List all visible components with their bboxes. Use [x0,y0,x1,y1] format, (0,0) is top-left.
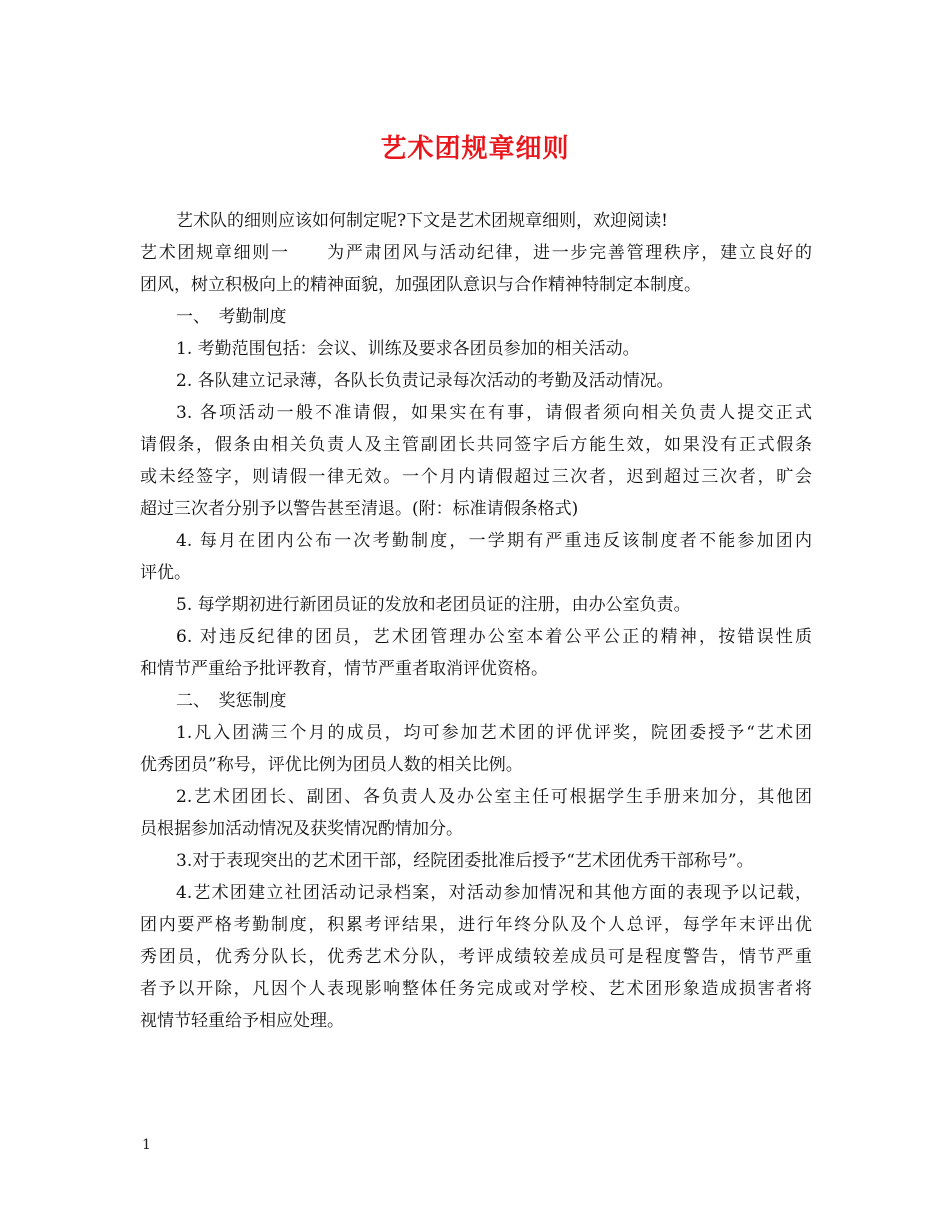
paragraph [140,525,812,589]
paragraph [140,589,812,621]
paragraph-line: 视情节轻重给予相应处理。 [140,1011,344,1031]
paragraph [140,397,812,525]
paragraph-line: 6. 对违反纪律的团员，艺术团管理办公室本着公平公正的精神，按错误性质 [176,627,812,647]
paragraph-line: 优秀团员”称号，评优比例为团员人数的相关比例。 [140,755,523,775]
paragraph [140,237,812,301]
paragraph-line: 3.对于表现突出的艺术团干部，经院团委批准后授予“艺术团优秀干部称号”。 [176,851,754,871]
paragraph-line: 评优。 [140,563,191,583]
paragraph-line: 艺术队的细则应该如何制定呢?下文是艺术团规章细则，欢迎阅读! [176,211,668,231]
paragraph [140,365,812,397]
paragraph [140,301,812,333]
paragraph-line: 团内要严格考勤制度，积累考评结果，进行年终分队及个人总评，每学年末评出优 [140,915,812,935]
paragraph-line: 和情节严重给予批评教育，情节严重者取消评优资格。 [140,659,548,679]
paragraph-line: 秀团员，优秀分队长，优秀艺术分队，考评成绩较差成员可是程度警告，情节严重 [140,947,812,967]
document-title: 艺术团规章细则 [380,134,570,164]
paragraph [140,205,812,237]
paragraph-line: 4.艺术团建立社团活动记录档案，对活动参加情况和其他方面的表现予以记载， [176,883,812,903]
paragraph [140,685,812,717]
paragraph-line: 1. 考勤范围包括：会议、训练及要求各团员参加的相关活动。 [176,339,640,359]
paragraph [140,781,812,845]
paragraph-line: 者予以开除，凡因个人表现影响整体任务完成或对学校、艺术团形象造成损害者将 [140,979,812,999]
paragraph-line: 请假条，假条由相关负责人及主管副团长共同签字后方能生效，如果没有正式假条 [140,435,812,455]
paragraph-line: 1.凡入团满三个月的成员，均可参加艺术团的评优评奖，院团委授予“艺术团 [176,723,812,743]
paragraph-line: 2.艺术团团长、副团、各负责人及办公室主任可根据学生手册来加分，其他团 [176,787,812,807]
paragraph [140,333,812,365]
paragraph-line: 一、 考勤制度 [176,307,287,327]
paragraph [140,621,812,685]
paragraph [140,845,812,877]
paragraph [140,877,812,1037]
paragraph-line: 5. 每学期初进行新团员证的发放和老团员证的注册，由办公室负责。 [176,595,691,615]
paragraph-line: 团风，树立积极向上的精神面貌，加强团队意识与合作精神特制定本制度。 [140,275,701,295]
paragraph-line: 超过三次者分别予以警告甚至清退。(附：标准请假条格式) [140,499,579,519]
paragraph-line: 2. 各队建立记录薄，各队长负责记录每次活动的考勤及活动情况。 [176,371,674,391]
document-body [140,205,812,1037]
paragraph-line: 二、 奖惩制度 [176,691,287,711]
paragraph [140,717,812,781]
paragraph-line: 艺术团规章细则一 为严肃团风与活动纪律，进一步完善管理秩序，建立良好的 [140,243,812,263]
paragraph-line: 3. 各项活动一般不准请假，如果实在有事，请假者须向相关负责人提交正式 [176,403,812,423]
page-number: 1 [142,1137,151,1153]
paragraph-line: 或未经签字，则请假一律无效。一个月内请假超过三次者，迟到超过三次者，旷会 [140,467,812,487]
paragraph-line: 4. 每月在团内公布一次考勤制度，一学期有严重违反该制度者不能参加团内 [176,531,812,551]
paragraph-line: 员根据参加活动情况及获奖情况酌情加分。 [140,819,463,839]
